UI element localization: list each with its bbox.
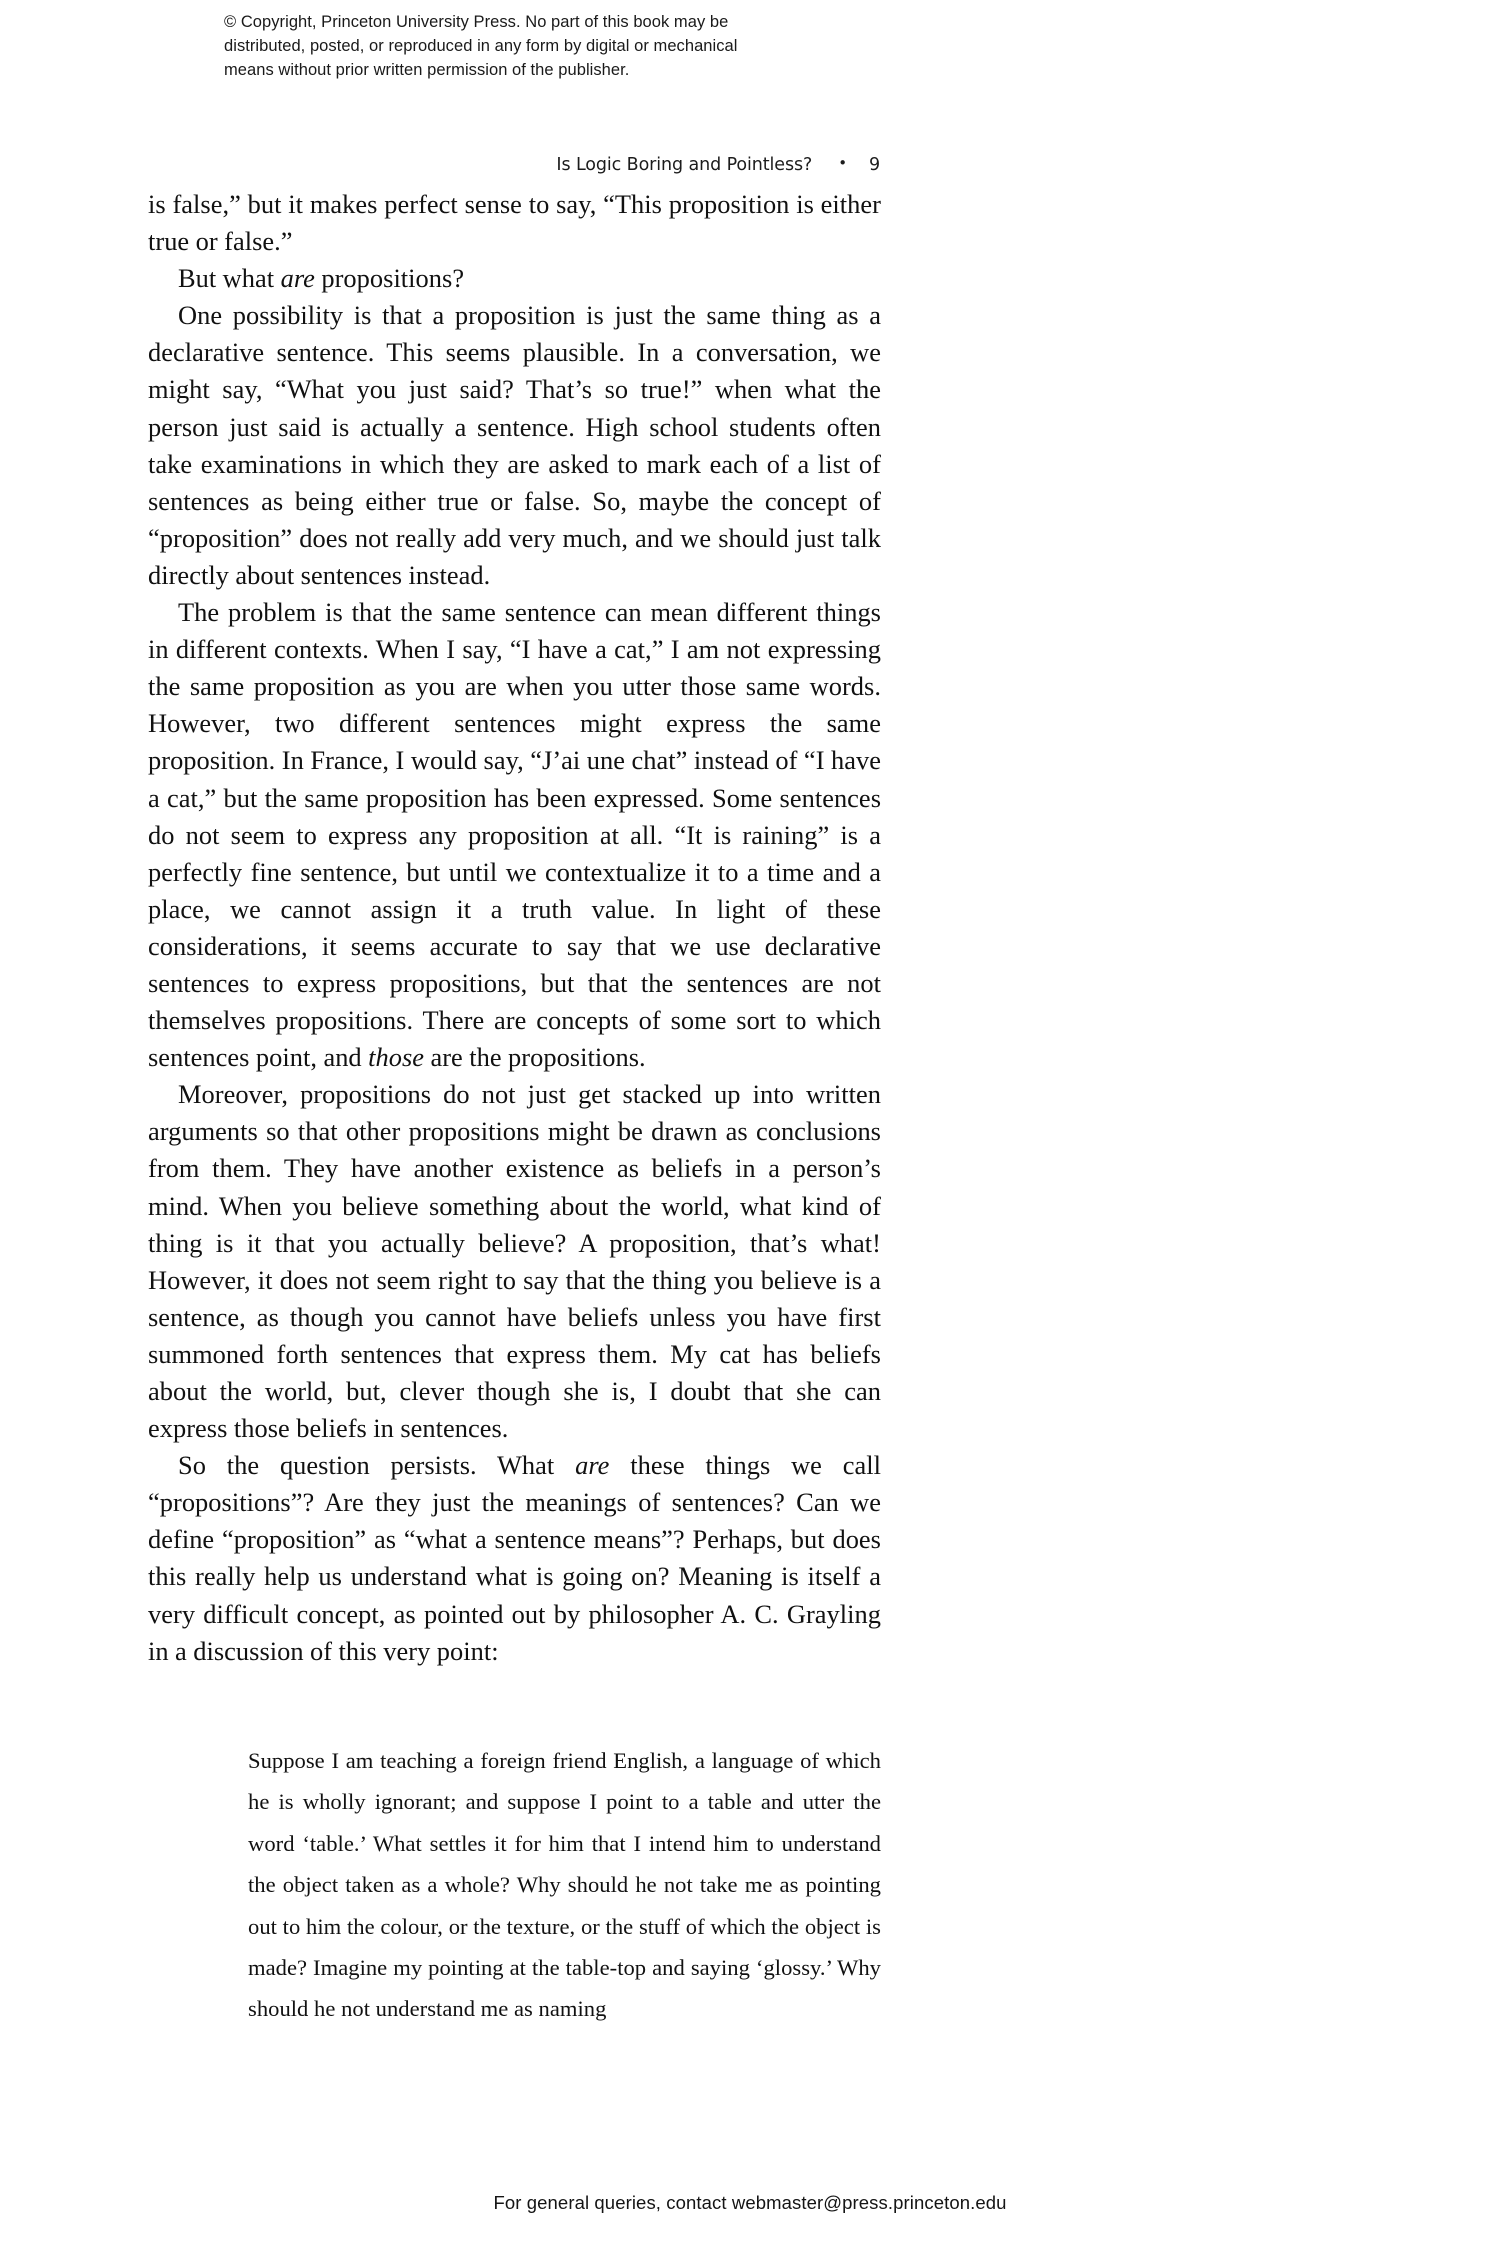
text-run: But what bbox=[178, 263, 281, 294]
copyright-notice bbox=[224, 10, 844, 83]
paragraph-moreover bbox=[148, 1076, 881, 1447]
text-run: these things we call “propositions”? Are they just the meanings of sentences? Can we define “proposition” as “what a sentence means”? Perhaps, but does this really help us understand what is going on? Meaning is itself a very difficult concept, as pointed out by philosopher A. C. Grayling in a discussion of this very point: bbox=[148, 1450, 881, 1666]
emphasis-those: those bbox=[368, 1042, 425, 1073]
block-quote-text: Suppose I am teaching a foreign friend English, a language of which he is wholly ignorant; and suppose I point to a table and utter the word ‘table.’ What settles it for him that I intend him to understand the object taken as a whole? Why should he not take me as pointing out to him the colour, or the texture, or the stuff of which the object is made? Imagine my pointing at the table-top and saying ‘glossy.’ Why should he not understand me as naming bbox=[248, 1748, 881, 2022]
paragraph-continued bbox=[148, 186, 881, 260]
text-run: Moreover, propositions do not just get stacked up into written arguments so that other propositions might be drawn as conclusions from them. They have another existence as beliefs in a person’s mind. When you believe something about the world, what kind of thing is it that you actually believe? A proposition, that’s what! However, it does not seem right to say that the thing you believe is a sentence, as though you cannot have beliefs unless you have first summoned forth sentences that express them. My cat has beliefs about the world, but, clever though she is, I doubt that she can express those beliefs in sentences. bbox=[148, 1079, 881, 1444]
copyright-line-3: means without prior written permission of the publisher. bbox=[224, 61, 630, 80]
copyright-line-2: distributed, posted, or reproduced in any form by digital or mechanical bbox=[224, 37, 738, 56]
block-quote-grayling bbox=[248, 1740, 881, 2030]
text-run: So the question persists. What bbox=[178, 1450, 576, 1481]
text-run: are the propositions. bbox=[424, 1042, 646, 1073]
text-run: One possibility is that a proposition is just the same thing as a declarative sentence. This seems plausible. In a conversation, we might say, “What you just said? That’s so true!” when what the person just said is actually a sentence. High school students often take examinations in which they are asked to mark each of a list of sentences as being either true or false. So, maybe the concept of “proposition” does not really add very much, and we should just talk directly about sentences instead. bbox=[148, 300, 881, 590]
emphasis-are: are bbox=[280, 263, 315, 294]
paragraph-so-the-question bbox=[148, 1447, 881, 1670]
paragraph-the-problem-is bbox=[148, 594, 881, 1076]
copyright-line-1: © Copyright, Princeton University Press. No part of this book may be bbox=[224, 13, 729, 31]
running-head-separator-bullet-icon: • bbox=[838, 154, 847, 172]
running-head bbox=[148, 154, 880, 175]
footer-contact-notice: For general queries, contact webmaster@press.princeton.edu bbox=[493, 2192, 1007, 2213]
paragraph-one-possibility bbox=[148, 297, 881, 594]
emphasis-are-2: are bbox=[575, 1450, 610, 1481]
text-run: is false,” but it makes perfect sense to say, “This proposition is either true or false.” bbox=[148, 189, 881, 257]
text-run: propositions? bbox=[314, 263, 465, 294]
page-number: 9 bbox=[868, 155, 880, 175]
text-run: The problem is that the same sentence can mean different things in different contexts. When I say, “I have a cat,” I am not expressing the same proposition as you are when you utter those same words. However, two different sentences might express the same proposition. In France, I would say, “J’ai une chat” instead of “I have a cat,” but the same proposition has been expressed. Some sentences do not seem to express any proposition at all. “It is raining” is a perfectly fine sentence, but until we contextualize it to a time and a place, we cannot assign it a truth value. In light of these considerations, it seems accurate to say that we use declarative sentences to express propositions, but that the sentences are not themselves propositions. There are concepts of some sort to which sentences point, and bbox=[148, 597, 881, 1073]
body-text-column bbox=[148, 186, 881, 1670]
running-head-chapter-title: Is Logic Boring and Pointless? bbox=[556, 155, 813, 175]
paragraph-what-are-propositions bbox=[148, 260, 881, 297]
